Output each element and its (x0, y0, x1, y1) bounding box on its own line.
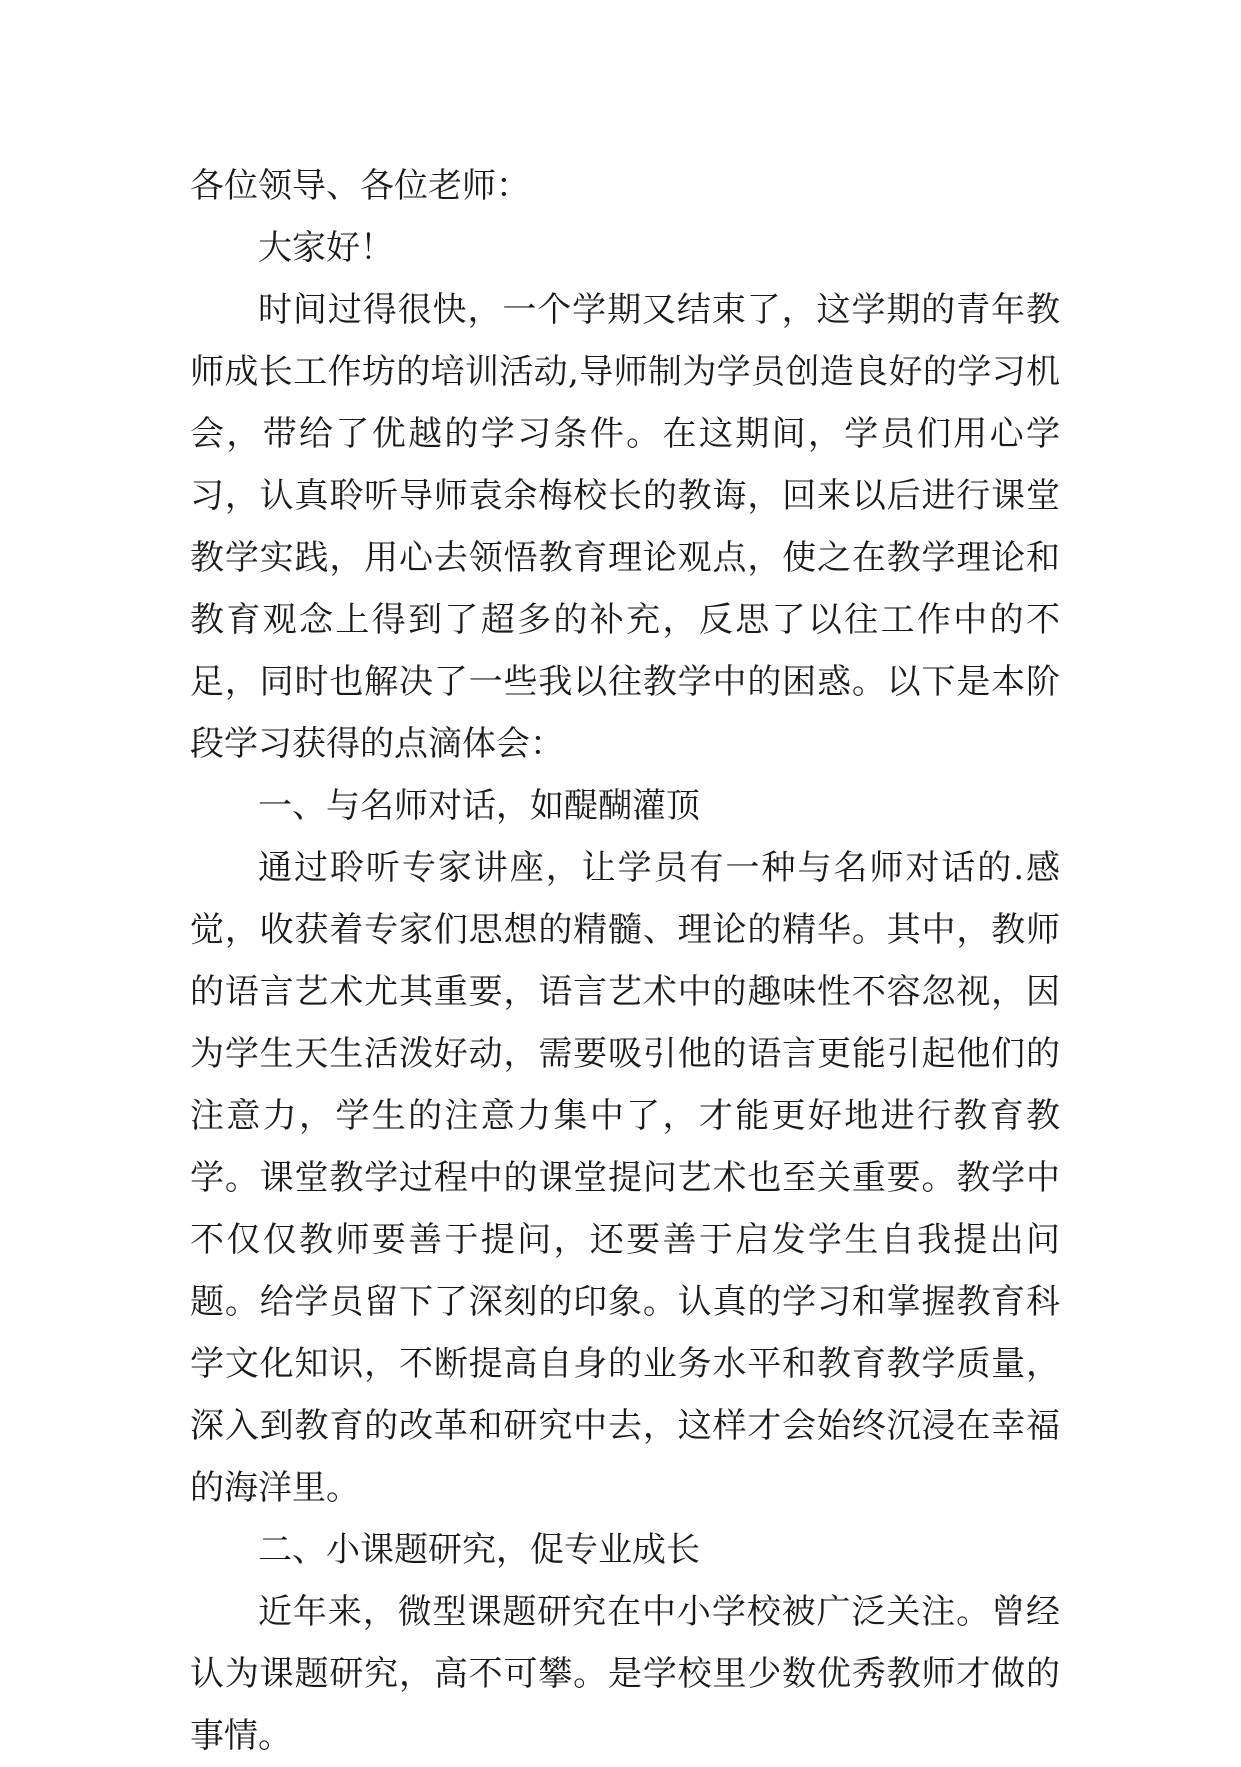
section-heading-1: 一、与名师对话，如醍醐灌顶 (258, 786, 700, 826)
greeting: 大家好！ (258, 228, 394, 268)
salutation: 各位领导、各位老师： (190, 166, 530, 206)
paragraph-intro: 时间过得很快，一个学期又结束了，这学期的青年教师成长工作坊的培训活动,导师制为学员创造良好的学习机会，带给了优越的学习条件。在这期间，学员们用心学习，认真聆听导师袁余梅校长的教诲，回来以后进行课堂教学实践，用心去领悟教育理论观点，使之在教学理论和教育观念上得到了超多的补充，反思了以往工作中的不足，同时也解决了一些我以往教学中的困惑。以下是本阶段学习获得的点滴体会： (190, 290, 1060, 764)
paragraph-section-2: 近年来，微型课题研究在中小学校被广泛关注。曾经认为课题研究，高不可攀。是学校里少数优秀教师才做的事情。 (190, 1592, 1060, 1756)
section-heading-2: 二、小课题研究，促专业成长 (258, 1530, 700, 1570)
paragraph-section-1: 通过聆听专家讲座，让学员有一种与名师对话的.感觉，收获着专家们思想的精髓、理论的精华。其中，教师的语言艺术尤其重要，语言艺术中的趣味性不容忽视，因为学生天生活泼好动，需要吸引他的语言更能引起他们的注意力，学生的注意力集中了，才能更好地进行教育教学。课堂教学过程中的课堂提问艺术也至关重要。教学中不仅仅教师要善于提问，还要善于启发学生自我提出问题。给学员留下了深刻的印象。认真的学习和掌握教育科学文化知识，不断提高自身的业务水平和教育教学质量，深入到教育的改革和研究中去，这样才会始终沉浸在幸福的海洋里。 (190, 848, 1060, 1508)
document-body (190, 155, 1060, 1767)
